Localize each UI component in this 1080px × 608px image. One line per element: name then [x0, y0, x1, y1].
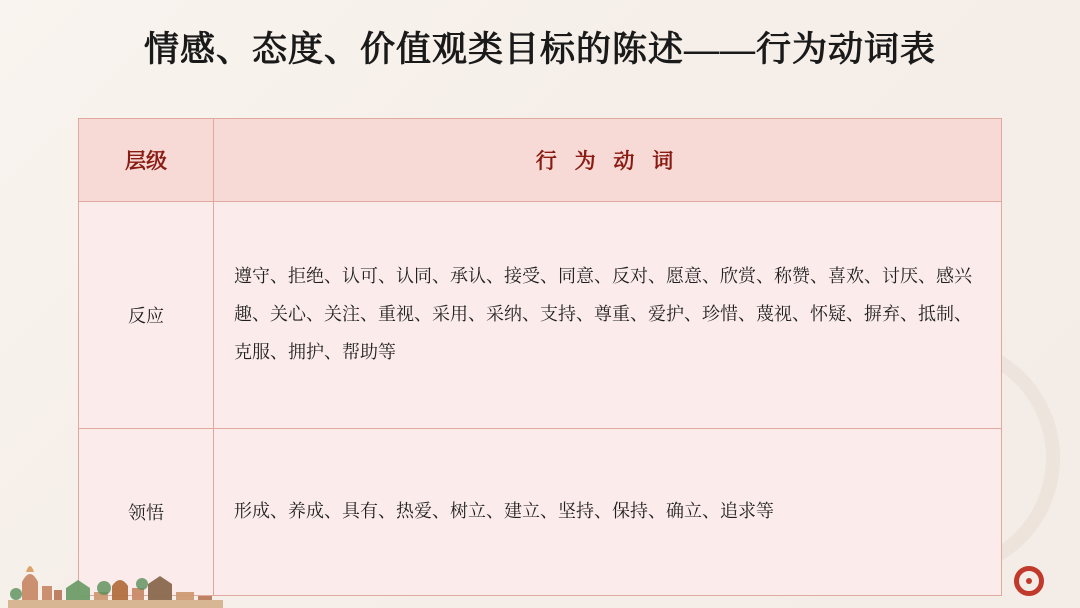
cell-level: 反应 [79, 202, 214, 429]
header-verbs: 行 为 动 词 [214, 119, 1002, 202]
page-title: 情感、态度、价值观类目标的陈述——行为动词表 [143, 30, 936, 69]
header-level: 层级 [79, 119, 214, 202]
behavior-verb-table [78, 118, 1002, 596]
table-row [79, 202, 1002, 429]
table-header-row [79, 119, 1002, 202]
red-dot-logo [1014, 566, 1044, 596]
cell-level: 领悟 [79, 429, 214, 596]
table-row [79, 429, 1002, 596]
cell-verbs: 形成、养成、具有、热爱、树立、建立、坚持、保持、确立、追求等 [214, 429, 1002, 596]
cell-verbs: 遵守、拒绝、认可、认同、承认、接受、同意、反对、愿意、欣赏、称赞、喜欢、讨厌、感兴趣、关心、关注、重视、采用、采纳、支持、尊重、爱护、珍惜、蔑视、怀疑、摒弃、抵制、克服、拥护、帮助等 [214, 202, 1002, 429]
